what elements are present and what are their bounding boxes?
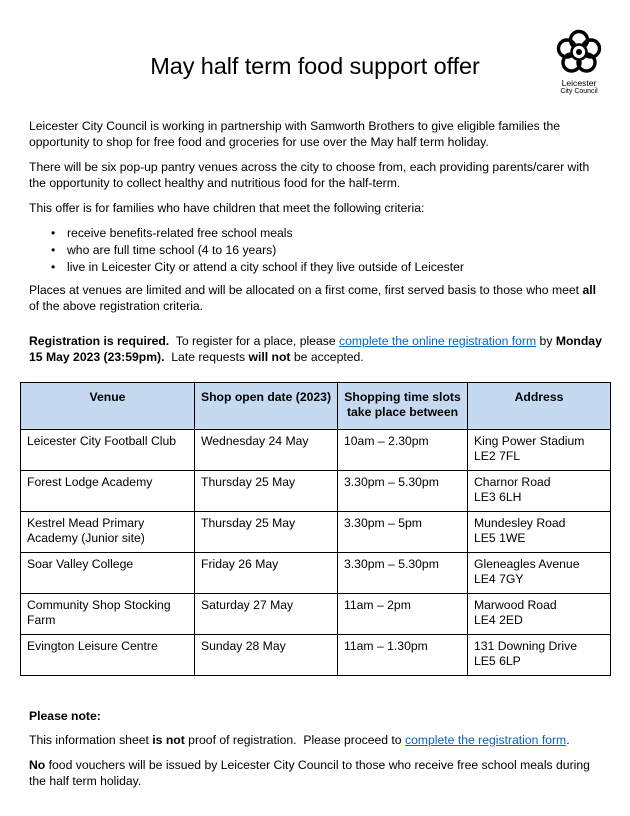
date-cell: Friday 26 May bbox=[195, 553, 338, 594]
registration-paragraph: Registration is required. To register for a place, please complete the online registration form by Monday 15 May 2023 (23:59pm). Late requests will not be accepted. bbox=[29, 334, 602, 364]
table-header-row bbox=[21, 383, 611, 430]
header-venue: Venue bbox=[21, 383, 195, 430]
intro-paragraph-2: There will be six pop-up pantry venues across the city to choose from, each providing parents/carer with the opportunity to collect healthy and nutritious food for the half-term. bbox=[29, 160, 590, 190]
address-cell: Charnor Road LE3 6LH bbox=[468, 471, 611, 512]
online-registration-link[interactable]: complete the online registration form bbox=[339, 334, 537, 348]
venue-cell: Soar Valley College bbox=[21, 553, 195, 594]
time-cell: 11am – 2pm bbox=[338, 594, 468, 635]
info-sheet-paragraph: This information sheet is not proof of registration. Please proceed to complete the registration form. bbox=[29, 733, 570, 747]
voucher-paragraph: No food vouchers will be issued by Leicester City Council to those who receive free school meals during the half term holiday. bbox=[29, 758, 590, 788]
registration-form-link[interactable]: complete the registration form bbox=[404, 733, 567, 747]
table-row bbox=[21, 512, 611, 553]
date-cell: Thursday 25 May bbox=[195, 512, 338, 553]
table-row bbox=[21, 594, 611, 635]
list-item: • receive benefits-related free school meals bbox=[29, 225, 464, 242]
time-cell: 3.30pm – 5.30pm bbox=[338, 471, 468, 512]
criteria-intro: This offer is for families who have children that meet the following criteria: bbox=[29, 201, 425, 215]
venue-cell: Leicester City Football Club bbox=[21, 430, 195, 471]
venue-cell: Community Shop Stocking Farm bbox=[21, 594, 195, 635]
address-cell: King Power Stadium LE2 7FL bbox=[468, 430, 611, 471]
table-row bbox=[21, 471, 611, 512]
table-row bbox=[21, 635, 611, 676]
notes-heading: Please note: bbox=[29, 709, 101, 723]
intro-paragraph-1: Leicester City Council is working in partnership with Samworth Brothers to give eligible families the opportunity to shop for free food and groceries for use over the May half term holiday. bbox=[29, 119, 561, 149]
table-row bbox=[21, 430, 611, 471]
venues-table bbox=[20, 382, 611, 676]
address-cell: Marwood Road LE4 2ED bbox=[468, 594, 611, 635]
time-cell: 3.30pm – 5pm bbox=[338, 512, 468, 553]
logo-name: Leicester bbox=[561, 78, 597, 88]
date-cell: Saturday 27 May bbox=[195, 594, 338, 635]
time-cell: 11am – 1.30pm bbox=[338, 635, 468, 676]
list-item: • live in Leicester City or attend a city school if they live outside of Leicester bbox=[29, 259, 464, 276]
address-cell: Gleneagles Avenue LE4 7GY bbox=[468, 553, 611, 594]
header-time: Shopping time slots take place between bbox=[338, 383, 468, 430]
page-title: May half term food support offer bbox=[150, 53, 480, 79]
address-cell: Mundesley Road LE5 1WE bbox=[468, 512, 611, 553]
address-cell: 131 Downing Drive LE5 6LP bbox=[468, 635, 611, 676]
registration-deadline: Monday 15 May 2023 (23:59pm). bbox=[29, 334, 602, 364]
header-date: Shop open date (2023) bbox=[195, 383, 338, 430]
time-cell: 10am – 2.30pm bbox=[338, 430, 468, 471]
date-cell: Sunday 28 May bbox=[195, 635, 338, 676]
time-cell: 3.30pm – 5.30pm bbox=[338, 553, 468, 594]
logo-subtitle: City Council bbox=[560, 88, 598, 95]
table-row bbox=[21, 553, 611, 594]
venue-cell: Kestrel Mead Primary Academy (Junior site) bbox=[21, 512, 195, 553]
list-item: • who are full time school (4 to 16 years) bbox=[29, 242, 464, 259]
date-cell: Thursday 25 May bbox=[195, 471, 338, 512]
date-cell: Wednesday 24 May bbox=[195, 430, 338, 471]
venue-cell: Evington Leisure Centre bbox=[21, 635, 195, 676]
criteria-list bbox=[29, 225, 464, 276]
header-address: Address bbox=[468, 383, 611, 430]
venue-cell: Forest Lodge Academy bbox=[21, 471, 195, 512]
council-logo bbox=[549, 28, 609, 100]
rose-icon bbox=[555, 28, 603, 74]
places-paragraph: Places at venues are limited and will be allocated on a first come, first served basis to those who meet all of the above registration criteria. bbox=[29, 283, 597, 313]
